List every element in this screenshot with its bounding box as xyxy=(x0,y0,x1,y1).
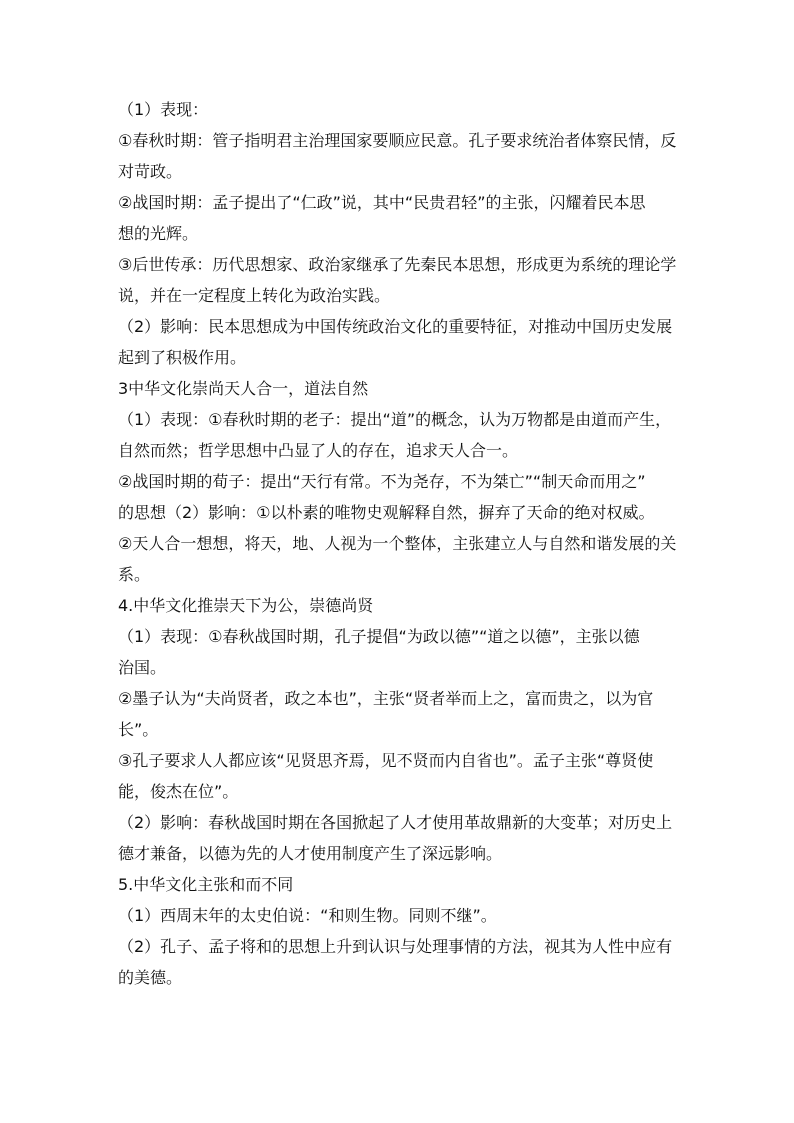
text-line: （1）西周末年的太史伯说：“和则生物。同则不继”。 xyxy=(118,906,497,925)
section-heading: 5.中华文化主张和而不同 xyxy=(118,875,294,894)
text-line: 长”。 xyxy=(118,720,159,739)
text-line: ③孔子要求人人都应该“见贤思齐焉，见不贤而内自省也”。孟子主张“尊贤使 xyxy=(118,751,654,770)
text-line: 起到了积极作用。 xyxy=(118,348,247,367)
text-line: ③后世传承：历代思想家、政治家继承了先秦民本思想，形成更为系统的理论学 xyxy=(118,255,677,274)
text-line: （2）影响：春秋战国时期在各国掀起了人才使用革故鼎新的大变革；对历史上 xyxy=(118,813,673,832)
text-line: ①春秋时期：管子指明君主治理国家要顺应民意。孔子要求统治者体察民情，反 xyxy=(118,131,677,150)
text-line: （2）影响：民本思想成为中国传统政治文化的重要特征，对推动中国历史发展 xyxy=(118,317,673,336)
text-line: （1）表现：①春秋战国时期，孔子提倡“为政以德”“道之以德”，主张以德 xyxy=(118,627,640,646)
text-line: （2）孔子、孟子将和的思想上升到认识与处理事情的方法，视其为人性中应有 xyxy=(118,937,673,956)
text-line: ②墨子认为“夫尚贤者，政之本也”，主张“贤者举而上之，富而贵之，以为官 xyxy=(118,689,654,708)
text-line: 的思想（2）影响：①以朴素的唯物史观解释自然，摒弃了天命的绝对权威。 xyxy=(118,503,655,522)
section-heading: 4.中华文化推崇天下为公，崇德尚贤 xyxy=(118,596,374,615)
text-line: 能，俊杰在位”。 xyxy=(118,782,239,801)
text-line: ②战国时期：孟子提出了“仁政”说，其中“民贵君轻”的主张，闪耀着民本思 xyxy=(118,193,646,212)
text-line: 的美德。 xyxy=(118,968,183,987)
text-line: 说，并在一定程度上转化为政治实践。 xyxy=(118,286,391,305)
text-line: 德才兼备，以德为先的人才使用制度产生了深远影响。 xyxy=(118,844,503,863)
text-line: 想的光辉。 xyxy=(118,224,199,243)
text-line: ②天人合一想想，将天，地、人视为一个整体，主张建立人与自然和谐发展的关 xyxy=(118,534,677,553)
text-line: （1）表现： xyxy=(118,100,209,119)
text-line: 对苛政。 xyxy=(118,162,183,181)
section-heading: 3中华文化崇尚天人合一，道法自然 xyxy=(118,379,369,398)
document-body xyxy=(118,94,678,993)
text-line: 自然而然；哲学思想中凸显了人的存在，追求天人合一。 xyxy=(118,441,519,460)
text-line: ②战国时期的荀子：提出“天行有常。不为尧存，不为桀亡”“制天命而用之” xyxy=(118,472,646,491)
text-line: （1）表现：①春秋时期的老子：提出“道”的概念，认为万物都是由道而产生， xyxy=(118,410,672,429)
text-line: 系。 xyxy=(118,565,151,584)
text-line: 治国。 xyxy=(118,658,167,677)
